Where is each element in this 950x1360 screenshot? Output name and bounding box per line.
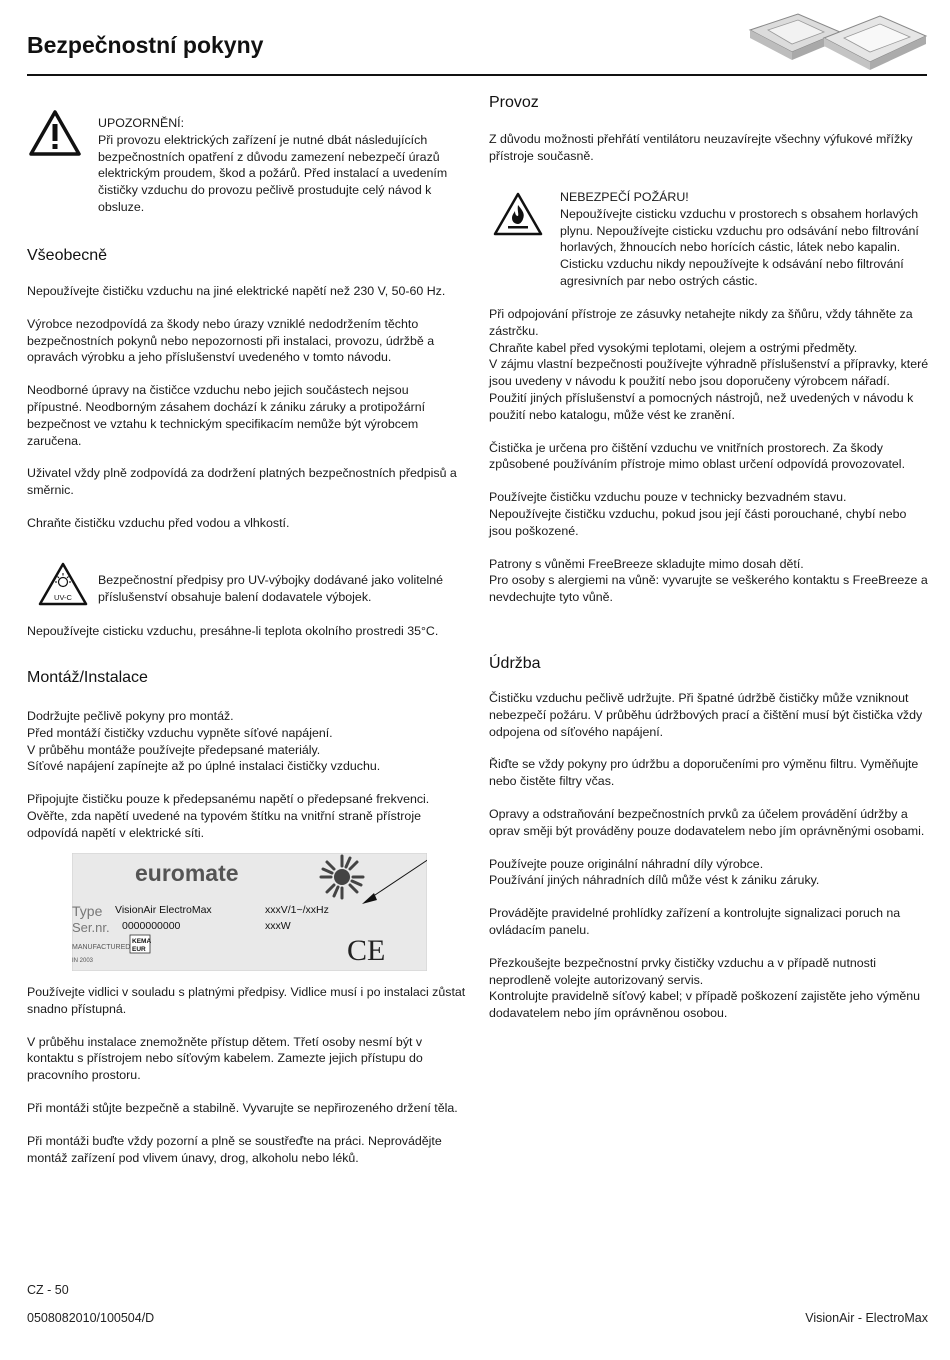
general-p2: Výrobce nezodpovídá za škody nebo úrazy vzniklé nedodržením těchto bezpečnostních pokynů nebo nepozornosti při instalaci, provozu, údržbě a opravách výrobku a jeho příslušenství uvedeného v tomto návodu. — [27, 316, 435, 365]
general-p4: Uživatel vždy plně zodpovídá za dodržení platných bezpečnostních předpisů a směrnic. — [27, 466, 457, 498]
product-units-image — [740, 8, 930, 72]
udrzba-line: Používání jiných náhradních dílů může vést k zániku záruky. — [489, 873, 820, 888]
udrzba-p5: Provádějte pravidelné prohlídky zařízení a kontrolujte signalizaci poruch na ovládacím panelu. — [489, 906, 901, 937]
montaz-p4: V průběhu instalace znemožněte přístup dětem. Třetí osoby nesmí být v kontaktu s přístrojem nebo síťovým kabelem. Zamezte jejich přístupu do pracovního prostoru. — [27, 1034, 423, 1083]
plate-year: IN 2003 — [72, 958, 94, 964]
warning-text: Při provozu elektrických zařízení je nutné dbát následujících bezpečnostních opatření z důvodu zamezení nebezpečí úrazů elektrickým proudem, škod a požárů. Před instalací a uvedením čističky vzduchu do provozu pečlivě prostudujte celý návod k obsluze. — [98, 132, 448, 214]
udrzba-p2: Řiďte se vždy pokyny pro údržbu a doporučeními pro výměnu filtru. Vyměňujte nebo čistěte filtry včas. — [489, 757, 919, 789]
montaz-line: V průběhu montáže používejte předepsané materiály. — [27, 742, 321, 757]
type-plate-image — [72, 853, 427, 971]
kema-text-1: KEMA — [132, 938, 152, 945]
section-heading-udrzba: Údržba — [489, 655, 541, 672]
warning-title: UPOZORNĚNÍ: — [98, 116, 185, 130]
montaz-line: Dodržujte pečlivě pokyny pro montáž. — [27, 709, 234, 723]
section-heading-montaz: Montáž/Instalace — [27, 669, 148, 686]
udrzba-line: Používejte pouze originální náhradní díly výrobce. — [489, 856, 764, 871]
page-title: Bezpečnostní pokyny — [27, 32, 264, 58]
montaz-p2: Připojujte čističku pouze k předepsanému napětí o předepsané frekvenci. Ověřte, zda napětí uvedené na typovém štítku na vnitřní straně přístroje odpovídá napětí v elektrické síti. — [27, 792, 430, 840]
fire-title: NEBEZPEČÍ POŽÁRU! — [560, 190, 689, 204]
plate-type-label: Type — [72, 903, 103, 919]
provoz-p1: Z důvodu možnosti přehřátí ventilátoru neuzavírejte všechny výfukové mřížky přístroje současně. — [489, 132, 913, 163]
plate-brand: euromate — [135, 860, 239, 886]
fire-block — [560, 189, 930, 290]
montaz-p3: Používejte vidlici v souladu s platnými předpisy. Vidlice musí i po instalaci zůstat snadno přístupná. — [27, 985, 466, 1016]
section-heading-provoz: Provoz — [489, 94, 539, 111]
sun-logo-icon — [321, 856, 363, 898]
plate-type-value: VisionAir ElectroMax — [115, 904, 212, 916]
general-p6: Nepoužívejte cisticku vzduchu, presáhne-li teplota okolního prostredi 35°C. — [27, 624, 439, 638]
footer-page-number: CZ - 50 — [27, 1283, 69, 1297]
header-rule — [27, 74, 927, 76]
kema-text-2: EUR — [132, 946, 146, 953]
udrzba-p1: Čističku vzduchu pečlivě udržujte. Při špatné údržbě čističky může vzniknout nebezpečí požáru. V průběhu údržbových prací a čištění musí být čistička vždy odpojena od síťového napájení. — [489, 691, 923, 739]
general-p1: Nepoužívejte čističku vzduchu na jiné elektrické napětí než 230 V, 50-60 Hz. — [27, 284, 446, 298]
udrzba-line: Kontrolujte pravidelně síťový kabel; v případě poškození zajistěte jeho výměnu dodavatelem nebo jím oprávněnou osobou. — [489, 989, 920, 1021]
ceiling-unit-2 — [824, 16, 926, 70]
provoz-line: Chraňte kabel před vysokými teplotami, olejem a ostrými předměty. — [489, 340, 858, 355]
provoz-line: Patrony s vůněmi FreeBreeze skladujte mimo dosah dětí. — [489, 556, 804, 571]
fire-hazard-icon — [493, 192, 543, 236]
footer-product-name: VisionAir - ElectroMax — [805, 1311, 928, 1325]
udrzba-line: Přezkoušejte bezpečnostní prvky čističky vzduchu a v případě nutnosti neprodleně volejte autorizovaný servis. — [489, 955, 877, 987]
plate-serial-label: Ser.nr. — [72, 920, 110, 935]
montaz-block-1 — [27, 708, 467, 842]
montaz-p6: Při montáži buďte vždy pozorní a plně se soustřeďte na práci. Neprovádějte montáž zařízení pod vlivem únavy, drog, alkoholu nebo léků. — [27, 1133, 442, 1165]
uv-c-warning-icon — [38, 562, 88, 606]
general-paragraphs — [27, 283, 467, 532]
montaz-line: Síťové napájení zapínejte až po úplné instalaci čističky vzduchu. — [27, 759, 381, 774]
provoz-line: Pro osoby s alergiemi na vůně: vyvarujte se veškerého kontaktu s FreeBreeze a nevdechujte tyto vůně. — [489, 573, 928, 605]
montaz-line: Před montáží čističky vzduchu vypněte síťové napájení. — [27, 725, 333, 740]
udrzba-p3: Opravy a odstraňování bezpečnostních prvků za účelem provádění údržby a oprav směji být prováděny pouze dodavatelem nebo jím oprávněnými osobami. — [489, 806, 925, 838]
footer-document-code: 0508082010/100504/D — [27, 1311, 155, 1325]
warning-triangle-icon — [29, 110, 81, 156]
kema-mark-icon — [130, 935, 151, 953]
warning-block — [98, 115, 470, 216]
ce-mark: CE — [347, 934, 386, 967]
provoz-p3: Čistička je určena pro čištění vzduchu ve vnitřních prostorech. Za škody způsobené používáním přístroje mimo oblast určení odpovídá provozovatel. — [489, 440, 906, 472]
general-p3: Neodborné úpravy na čističce vzduchu nebo jejich součástech nejsou přípustné. Neodborným zásahem dochází k zániku záruky a protipožární bezpečnost ve vztahu k technickým specifikacím nemůže být výrobcem zaručena. — [27, 383, 426, 448]
provoz-block-2 — [489, 306, 929, 606]
section-heading-vseobecne: Všeobecně — [27, 247, 108, 264]
fire-text: Nepoužívejte cisticku vzduchu v prostorech s obsahem horlavých plynu. Nepoužívejte cisticku vzduchu pro odsávání nebo filtrování horlavých, žhnoucích nebo horících cástic, látek nebo kapalin. Cisticku vzduchu nikdy nepoužívejte k odsávání nebo filtrování agresivních par nebo ostrých cástic. — [560, 206, 919, 288]
provoz-line: V zájmu vlastní bezpečnosti používejte výhradně příslušenství a přípravky, které jsou uvedeny v návodu k použití nebo jsou doporučeny výrobcem nářadí. Použití jiných příslušenství a pomocných nástrojů, než uvedených v návodu k použití nebo katalogu, může vést ke zranění. — [489, 357, 929, 422]
plate-serial-value: 0000000000 — [122, 920, 181, 932]
plate-voltage: xxxV/1~/xxHz — [265, 904, 329, 916]
provoz-line: Používejte čističku vzduchu pouze v technicky bezvadném stavu. — [489, 490, 847, 505]
udrzba-block — [489, 690, 929, 1022]
uv-text: Bezpečnostní předpisy pro UV-výbojky dodávané jako volitelné příslušenství obsahuje balení dodavatele výbojek. — [98, 573, 444, 604]
uv-c-label: UV-C — [54, 593, 72, 602]
plate-manufactured: MANUFACTURED — [72, 944, 131, 951]
provoz-line: Při odpojování přístroje ze zásuvky netahejte nikdy za šňůru, vždy táhněte za zástrčku. — [489, 307, 913, 338]
provoz-line: Nepoužívejte čističku vzduchu, pokud jsou její části porouchané, chybí nebo jsou poškozené. — [489, 506, 907, 538]
montaz-block-2 — [27, 984, 467, 1166]
plate-power: xxxW — [265, 920, 291, 932]
general-p5: Chraňte čističku vzduchu před vodou a vlhkostí. — [27, 515, 290, 530]
montaz-p5: Při montáži stůjte bezpečně a stabilně. Vyvarujte se nepřirozeného držení těla. — [27, 1100, 458, 1115]
